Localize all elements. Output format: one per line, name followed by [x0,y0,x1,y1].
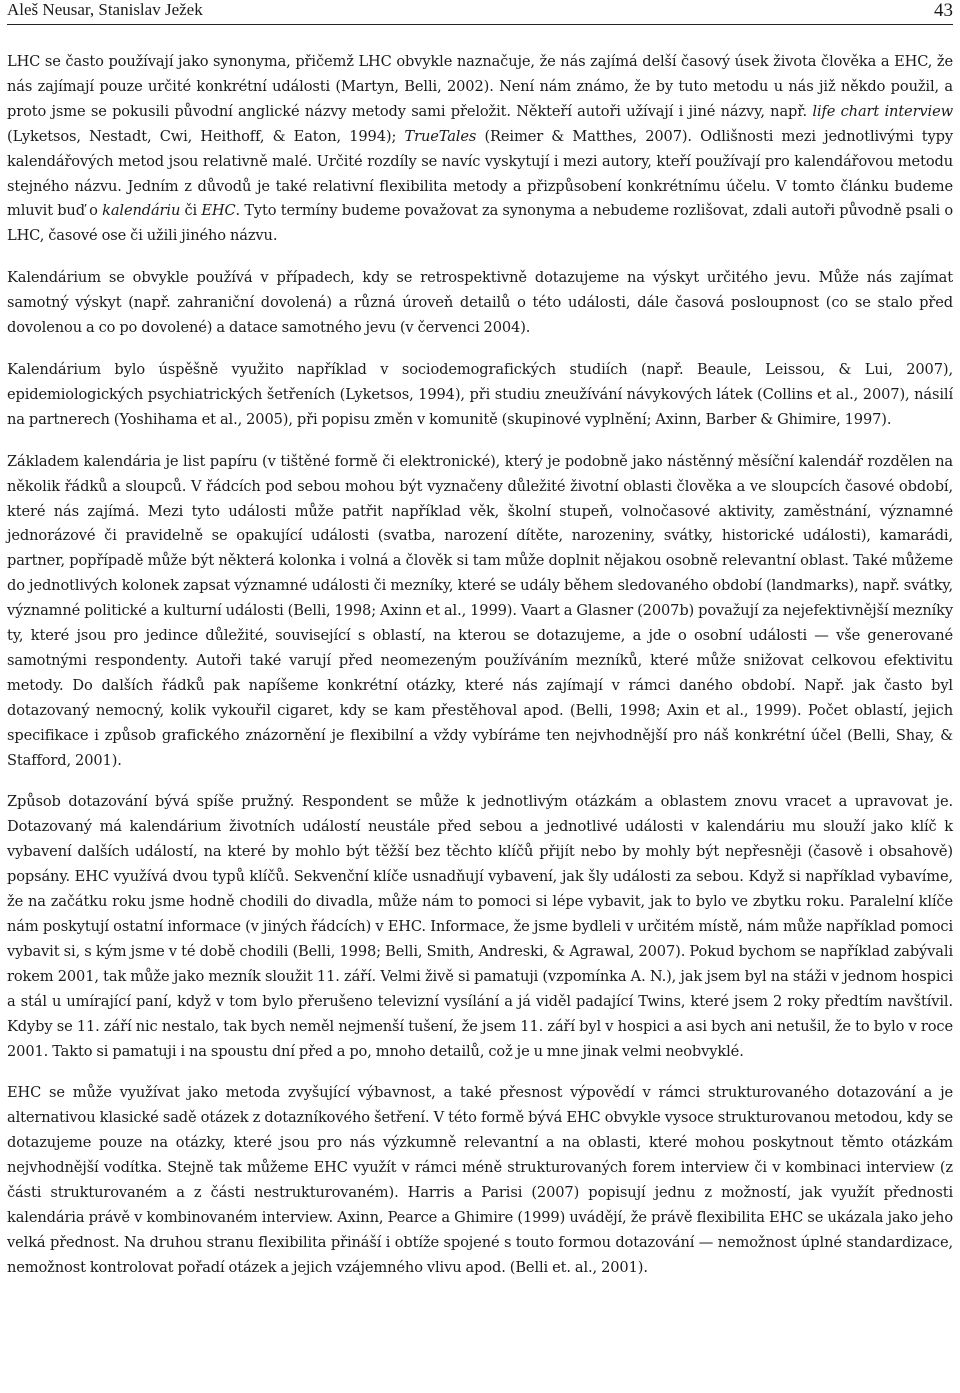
text-run: Kalendárium bylo úspěšně využito například v sociodemografických studiích (např. Beaule, Leissou, & Lui, 2007), epidemiologických psychiatrických šetřeních (Lyketsos, 1994), při studiu zneužívání návykových látek (Collins et al., 2007), násilí na partnerech (Yoshihama et al., 2005), při popisu změn v komunitě (skupinové vyplnění; Axinn, Barber & Ghimire, 1997). [7,360,953,428]
paragraph [7,790,953,1064]
header-authors: Aleš Neusar, Stanislav Ježek [7,0,203,19]
page-number: 43 [934,0,953,21]
text-run: (Reimer & Matthes, 2007). Odlišnosti mezi jednotlivými typy kalendářových metod jsou relativně malé. Určité rozdíly se navíc vyskytují i mezi autory, kteří používají pro kalendářovou metodu stejného názvu. Jedním z důvodů je také relativní flexibilita metody a přizpůsobení konkrétnímu účelu. V tomto článku budeme mluvit buď o [7,127,953,220]
text-run: Způsob dotazování bývá spíše pružný. Respondent se může k jednotlivým otázkám a oblastem znovu vracet a upravovat je. Dotazovaný má kalendárium životních událostí neustále před sebou a jednotlivé události v kalendáriu mu slouží jako klíč k vybavení dalších událostí, na které by mohlo být těžší bez těchto klíčů přijít nebo by mohly být nepřesněji (časově i obsahově) popsány. EHC využívá dvou typů klíčů. Sekvenční klíče usnadňují vybavení, jak šly události za sebou. Když si například vybavíme, že na začátku roku jsme hodně chodili do divadla, může nám to pomoci si lépe vybavit, jak to bylo ve zbytku roku. Paralelní klíče nám poskytují ostatní informace (v jiných řádcích) v EHC. Informace, že jsme bydleli v určitém místě, nám může například pomoci vybavit si, s kým jsme v té době chodili (Belli, 1998; Belli, Smith, Andreski, & Agrawal, 2007). Pokud bychom se například zabývali rokem 2001, tak může jako mezník sloužit 11. září. Velmi živě si pamatuji (vzpomínka A. N.), jak jsem byl na stáži v jednom hospici a stál u umírající paní, když v tom bylo přerušeno televizní vysílání a já viděl padající Twins, které jsem 2 roky předtím navštívil. Kdyby se 11. září nic nestalo, tak bych neměl nejmenší tušení, že jsem 11. září byl v hospici a asi bych ani netušil, že to bylo v roce 2001. Takto si pamatuji i na spoustu dní před a po, mnoho detailů, což je u mne jinak velmi neobvyklé. [7,793,953,1060]
paragraph [7,266,953,341]
running-header [7,0,953,25]
text-run: či [180,202,202,220]
text-run: Kalendárium se obvykle používá v případech, kdy se retrospektivně dotazujeme na výskyt určitého jevu. Může nás zajímat samotný výskyt (např. zahraniční dovolená) a různá úroveň detailů o této události, dále časová posloupnost (co se stalo před dovolenou a co po dovolené) a datace samotného jevu (v červenci 2004). [7,269,953,337]
term-italic: life chart interview [812,102,953,120]
paragraph [7,50,953,249]
paragraph [7,358,953,433]
body-text [7,50,953,1298]
paragraph [7,1081,953,1280]
text-run: . Tyto termíny budeme považovat za synonyma a nebudeme rozlišovat, zdali autoři původně psali o LHC, časové ose či užili jiného názvu. [7,202,953,245]
term-italic: TrueTales [404,127,477,145]
paragraph [7,450,953,774]
term-italic: kalendáriu [102,202,181,220]
text-run: EHC se může využívat jako metoda zvyšující výbavnost, a také přesnost výpovědí v rámci strukturovaného dotazování a je alternativou klasické sadě otázek z dotazníkového šetření. V této formě bývá EHC obvykle vysoce strukturovanou metodou, kdy se dotazujeme pouze na otázky, které jsou pro nás výzkumně relevantní a na oblasti, které mohou poskytnout těmto otázkám nejvhodnější vodítka. Stejně tak můžeme EHC využít v rámci méně strukturovaných forem interview či v kombinaci interview (z části strukturovaném a z části nestrukturovaném). Harris a Parisi (2007) popisují jednu z možností, jak využít přednosti kalendária právě v kombinovaném interview. Axinn, Pearce a Ghimire (1999) uvádějí, že právě flexibilita EHC se ukázala jako jeho velká přednost. Na druhou stranu flexibilita přináší i obtíže spojené s touto formou dotazování — nemožnost úplné standardizace, nemožnost kontrolovat pořadí otázek a jejich vzájemného vlivu apod. (Belli et. al., 2001). [7,1084,953,1276]
text-run: LHC se často používají jako synonyma, přičemž LHC obvykle naznačuje, že nás zajímá delší časový úsek života člověka a EHC, že nás zajímají pouze určité konkrétní události (Martyn, Belli, 2002). Není nám známo, že by tuto metodu u nás již někdo použil, a proto jsme se pokusili původní anglické názvy metody sami přeložit. Někteří autoři užívají i jiné názvy, např. [7,53,953,120]
text-run: Základem kalendária je list papíru (v tištěné formě či elektronické), který je podobně jako nástěnný měsíční kalendář rozdělen na několik řádků a sloupců. V řádcích pod sebou mohou být vyznačeny důležité životní oblasti člověka a ve sloupcích časové období, které nás zajímá. Mezi tyto události může patřit například věk, školní stupeň, volnočasové aktivity, zaměstnání, významné jednorázové či pravidelně se opakující události (svatba, narození dítěte, narozeniny, svátky, historické události), kamarádi, partner, popřípadě může být některá kolonka i volná a člověk si tam může doplnit nějakou osobně relevantní oblast. Také můžeme do jednotlivých kolonek zapsat významné události či mezníky, které se udály během sledovaného období (landmarks), např. svátky, významné politické a kulturní události (Belli, 1998; Axinn et al., 1999). Vaart a Glasner (2007b) považují za nejefektivnější mezníky ty, které jsou pro jedince důležité, související s oblastí, na kterou se dotazujeme, a jde o osobní události — vše generované samotnými respondenty. Autoři také varují před neomezeným používáním mezníků, které může snižovat celkovou efektivitu metody. Do dalších řádků pak napíšeme konkrétní otázky, které nás zajímají v rámci daného období. Např. jak často byl dotazovaný nemocný, kolik vykouřil cigaret, kdy se kam přestěhoval apod. (Belli, 1998; Axin et al., 1999). Počet oblastí, jejich specifikace i způsob grafického znázornění je flexibilní a vždy vybíráme ten nejvhodnější pro náš konkrétní účel (Belli, Shay, & Stafford, 2001). [7,452,953,769]
text-run: (Lyketsos, Nestadt, Cwi, Heithoff, & Eaton, 1994); [7,127,405,145]
term-italic: EHC [201,202,236,220]
